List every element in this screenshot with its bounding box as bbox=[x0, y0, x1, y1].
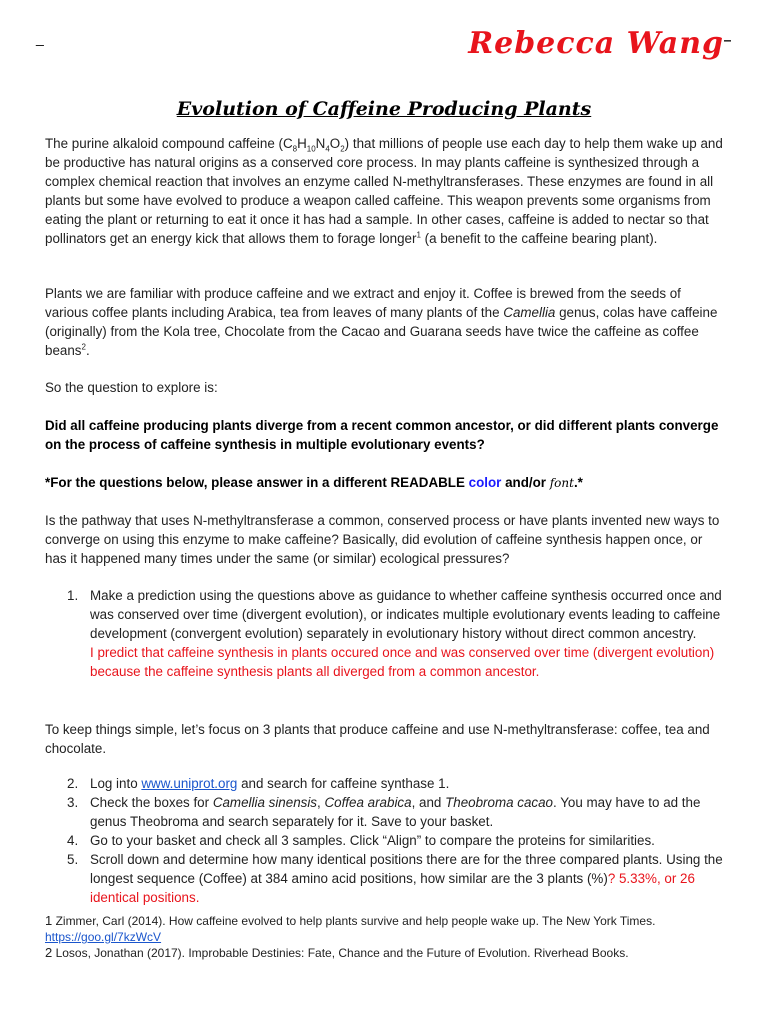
footnote-text: Zimmer, Carl (2014). How caffeine evolved to help plants survive and help people wake up. The New York Times. bbox=[52, 914, 656, 928]
prediction-list bbox=[45, 586, 723, 681]
p1-text-a: The purine alkaloid compound caffeine (C bbox=[45, 136, 293, 151]
student-answer: I predict that caffeine synthesis in plants occured once and was conserved over time (divergent evolution) because the caffeine synthesis plants all diverged from a common ancestor. bbox=[90, 645, 715, 679]
p1-text-d: O bbox=[329, 136, 341, 151]
formula-sub-1: 8 bbox=[292, 144, 298, 154]
author-mark: _ bbox=[724, 26, 732, 42]
list-item bbox=[45, 586, 723, 681]
species-name: Camellia sinensis bbox=[212, 795, 318, 810]
footnote-link[interactable]: https://goo.gl/7kzWcV bbox=[45, 930, 162, 944]
focus-paragraph: To keep things simple, let’s focus on 3 plants that produce caffeine and use N-methyltransferase: coffee, tea and chocolate. bbox=[45, 722, 710, 756]
intro-paragraph bbox=[45, 134, 723, 248]
list-item-text: , bbox=[317, 795, 325, 810]
p1-text-c: N bbox=[315, 136, 326, 151]
list-number: 5. bbox=[67, 852, 79, 867]
p5-text-a: *For the questions below, please answer in a different READABLE bbox=[45, 475, 469, 490]
formula-sub-4: 2 bbox=[340, 144, 345, 154]
p1-text-b: H bbox=[297, 136, 307, 151]
author-name-text: Rebecca Wang bbox=[468, 26, 724, 61]
species-name: Theobroma cacao bbox=[445, 795, 554, 810]
question-intro: So the question to explore is: bbox=[45, 380, 218, 395]
document-title: Evolution of Caffeine Producing Plants bbox=[176, 98, 592, 120]
research-question: Did all caffeine producing plants diverge from a recent common ancestor, or did different plants converge on the process of caffeine synthesis in multiple evolutionary events? bbox=[45, 418, 719, 452]
list-item-text: Check the boxes for bbox=[90, 795, 213, 810]
steps-list bbox=[45, 774, 723, 907]
footnote-number: 2 bbox=[45, 945, 53, 960]
student-answer: ? 5.33%, or 26 identical positions. bbox=[90, 871, 695, 905]
species-name: Coffea arabica bbox=[324, 795, 412, 810]
p5-text-b: and/or bbox=[501, 475, 550, 490]
list-item bbox=[45, 831, 723, 850]
list-item-text: , and bbox=[411, 795, 446, 810]
footnote-text: Losos, Jonathan (2017). Improbable Destinies: Fate, Chance and the Future of Evolution. Riverhead Books. bbox=[52, 946, 629, 960]
footnote-ref-1: 1 bbox=[416, 230, 421, 240]
list-number: 4. bbox=[67, 833, 79, 848]
footnote-1 bbox=[45, 913, 725, 945]
uniprot-link[interactable]: www.uniprot.org bbox=[141, 776, 238, 791]
footnote-ref-2: 2 bbox=[81, 342, 86, 352]
list-item-text: and search for caffeine synthase 1. bbox=[237, 776, 450, 791]
formula-sub-2: 10 bbox=[306, 144, 316, 154]
list-number: 2. bbox=[67, 776, 79, 791]
p2-genus-italic: Camellia bbox=[503, 305, 556, 320]
list-number: 3. bbox=[67, 795, 79, 810]
p5-text-c: .* bbox=[573, 475, 583, 490]
p2-text-a: Plants we are familiar with produce caffeine and we extract and enjoy it. Coffee is brewed from the seeds of various coffee plants including Arabica, tea from leaves of many plants of the bbox=[45, 286, 681, 320]
instructions-note bbox=[45, 473, 723, 493]
p1-text-f: (a benefit to the caffeine bearing plant). bbox=[420, 231, 658, 246]
pathway-paragraph: Is the pathway that uses N-methyltransferase a common, conserved process or have plants invented new ways to converge on using this enzyme to make caffeine? Basically, did evolution of caffeine synthesis happen once, or has it happened many times under the same (or similar) ecological pressures? bbox=[45, 513, 720, 566]
footnotes bbox=[45, 913, 725, 961]
p2-text-c: . bbox=[85, 343, 90, 358]
color-word: color bbox=[468, 475, 502, 490]
list-item bbox=[45, 850, 723, 907]
footnote-number: 1 bbox=[45, 913, 53, 928]
footnote-2 bbox=[45, 945, 725, 961]
p2-text-b: genus, colas have caffeine (originally) from the Kola tree, Chocolate from the Cacao and Guarana seeds have twice the caffeine as coffee beans bbox=[45, 305, 718, 358]
list-item-text: Make a prediction using the questions above as guidance to whether caffeine synthesis occurred once and was conserved over time (divergent evolution), or indicates multiple evolutionary events leading to caffeine development (convergent evolution) separately in evolutionary history without direct common ancestry. bbox=[90, 588, 722, 641]
plants-paragraph bbox=[45, 284, 723, 360]
font-word: font bbox=[549, 476, 574, 490]
list-item-text: Log into bbox=[90, 776, 142, 791]
header-left-mark: _ bbox=[36, 30, 44, 46]
list-number: 1. bbox=[67, 588, 79, 603]
list-item-text: Scroll down and determine how many identical positions there are for the three compared plants. Using the longest sequence (Coffee) at 384 amino acid positions, how similar are the 3 plants (%) bbox=[90, 852, 723, 886]
list-item bbox=[45, 793, 723, 831]
list-item-text: . You may have to ad the genus Theobroma and search separately for it. Save to your basket. bbox=[90, 795, 701, 829]
author-name bbox=[468, 26, 732, 61]
list-item bbox=[45, 774, 723, 793]
list-item-text: Go to your basket and check all 3 samples. Click “Align” to compare the proteins for similarities. bbox=[90, 833, 655, 848]
formula-sub-3: 4 bbox=[325, 144, 330, 154]
p1-text-e: ) that millions of people use each day to help them wake up and be productive has natural origins as a conserved core process. In may plants caffeine is synthesized through a complex chemical reaction that involves an enzyme called N-methyltransferases. These enzymes are found in all plants but some have evolved to produce a weapon called caffeine. This weapon prevents some organisms from eating the plant or returning to eat it once it has had a sample. In other cases, caffeine is added to nectar so that pollinators get an energy kick that allows them to forage longer bbox=[45, 136, 723, 246]
